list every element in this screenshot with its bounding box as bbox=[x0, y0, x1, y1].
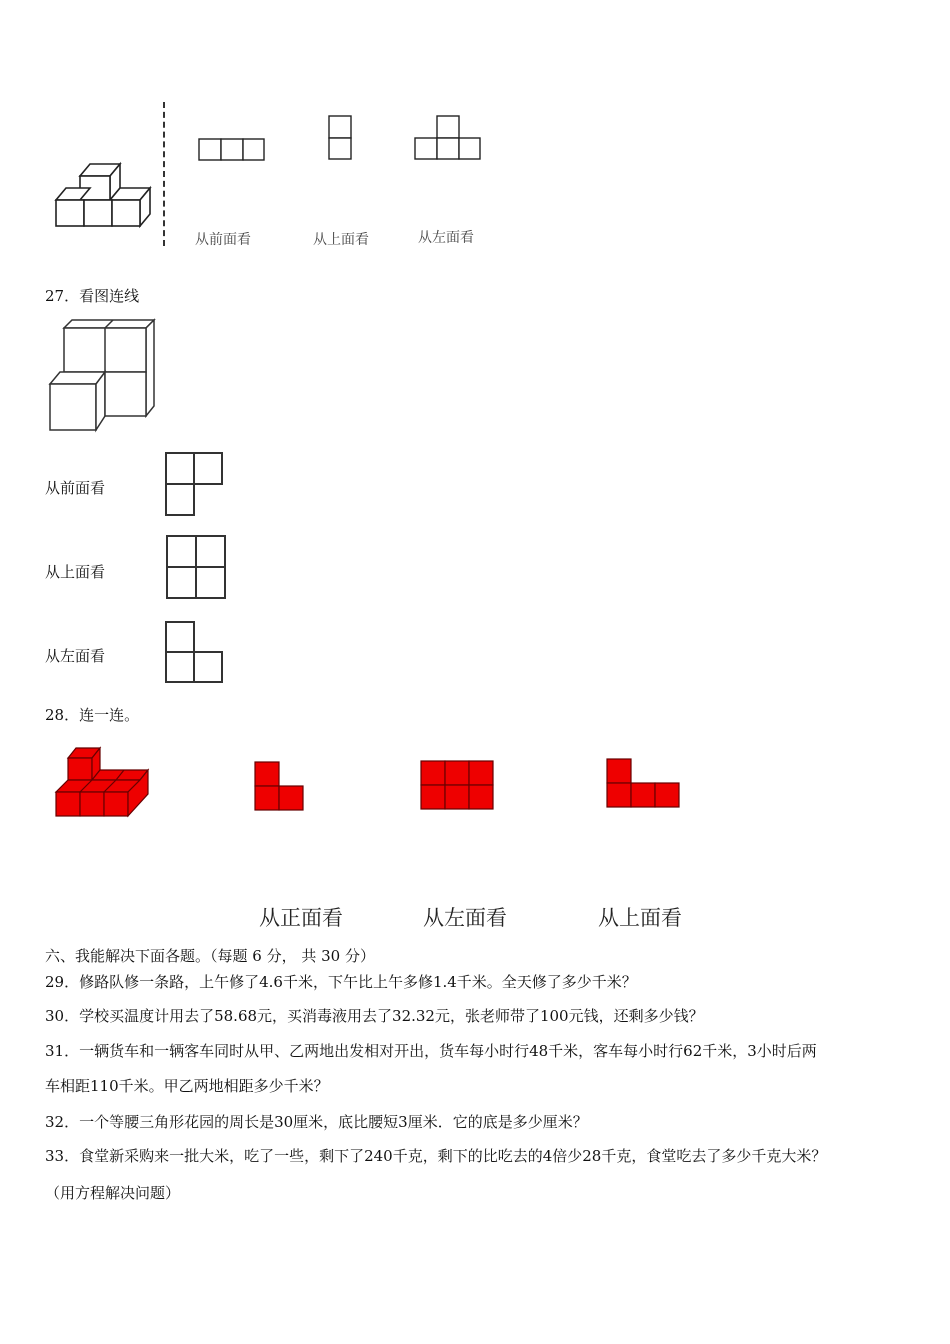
problem-30: 30．学校买温度计用去了58.68元，买消毒液用去了32.32元，张老师带了100元钱，还剩多少钱？ bbox=[45, 1007, 704, 1025]
q26-label-top: 从上面看 bbox=[313, 232, 369, 248]
q27-3d-figure bbox=[46, 318, 156, 436]
q28-title: 28．连一连。 bbox=[45, 706, 140, 724]
section6-heading: 六、我能解决下面各题。（每题 6 分， 共 30 分） bbox=[45, 947, 375, 965]
problem-32: 32．一个等腰三角形花园的周长是30厘米，底比腰短3厘米．它的底是多少厘米？ bbox=[45, 1113, 588, 1131]
problem-29: 29．修路队修一条路，上午修了4.6千米，下午比上午多修1.4千米。全天修了多少千米？ bbox=[45, 973, 637, 991]
q26-view-front bbox=[198, 138, 266, 162]
q26-label-front: 从前面看 bbox=[195, 232, 251, 248]
problem-33: 33．食堂新采购来一批大米，吃了一些，剩下了240千克，剩下的比吃去的4倍少28千克，食堂吃去了多少千克大米？ bbox=[45, 1147, 827, 1165]
q28-label-front: 从正面看 bbox=[259, 906, 343, 930]
q28-red-view-1 bbox=[254, 761, 306, 811]
q28-label-left: 从左面看 bbox=[423, 906, 507, 930]
q26-label-left: 从左面看 bbox=[418, 230, 474, 246]
q26-cube-stack-figure bbox=[50, 158, 150, 230]
q27-view-front bbox=[165, 452, 225, 518]
q26-divider bbox=[163, 102, 165, 246]
q27-title: 27．看图连线 bbox=[45, 287, 140, 305]
q28-red-view-2 bbox=[420, 760, 496, 810]
q28-label-top: 从上面看 bbox=[598, 906, 682, 930]
q27-view-left bbox=[165, 621, 225, 685]
problem-31-line2: 车相距110千米。甲乙两地相距多少千米？ bbox=[45, 1077, 329, 1095]
problem-31-line1: 31．一辆货车和一辆客车同时从甲、乙两地出发相对开出，货车每小时行48千米，客车每小时行62千米，3小时后两 bbox=[45, 1042, 817, 1060]
q28-red-view-3 bbox=[606, 758, 682, 810]
q27-label-left: 从左面看 bbox=[45, 647, 106, 665]
q28-red-3d-figure bbox=[54, 746, 150, 818]
q27-label-top: 从上面看 bbox=[45, 563, 106, 581]
q27-view-top bbox=[166, 535, 228, 601]
q26-view-left bbox=[414, 115, 482, 161]
q27-label-front: 从前面看 bbox=[45, 479, 106, 497]
q26-view-top bbox=[328, 115, 354, 161]
problem-33-note: （用方程解决问题） bbox=[45, 1184, 181, 1202]
